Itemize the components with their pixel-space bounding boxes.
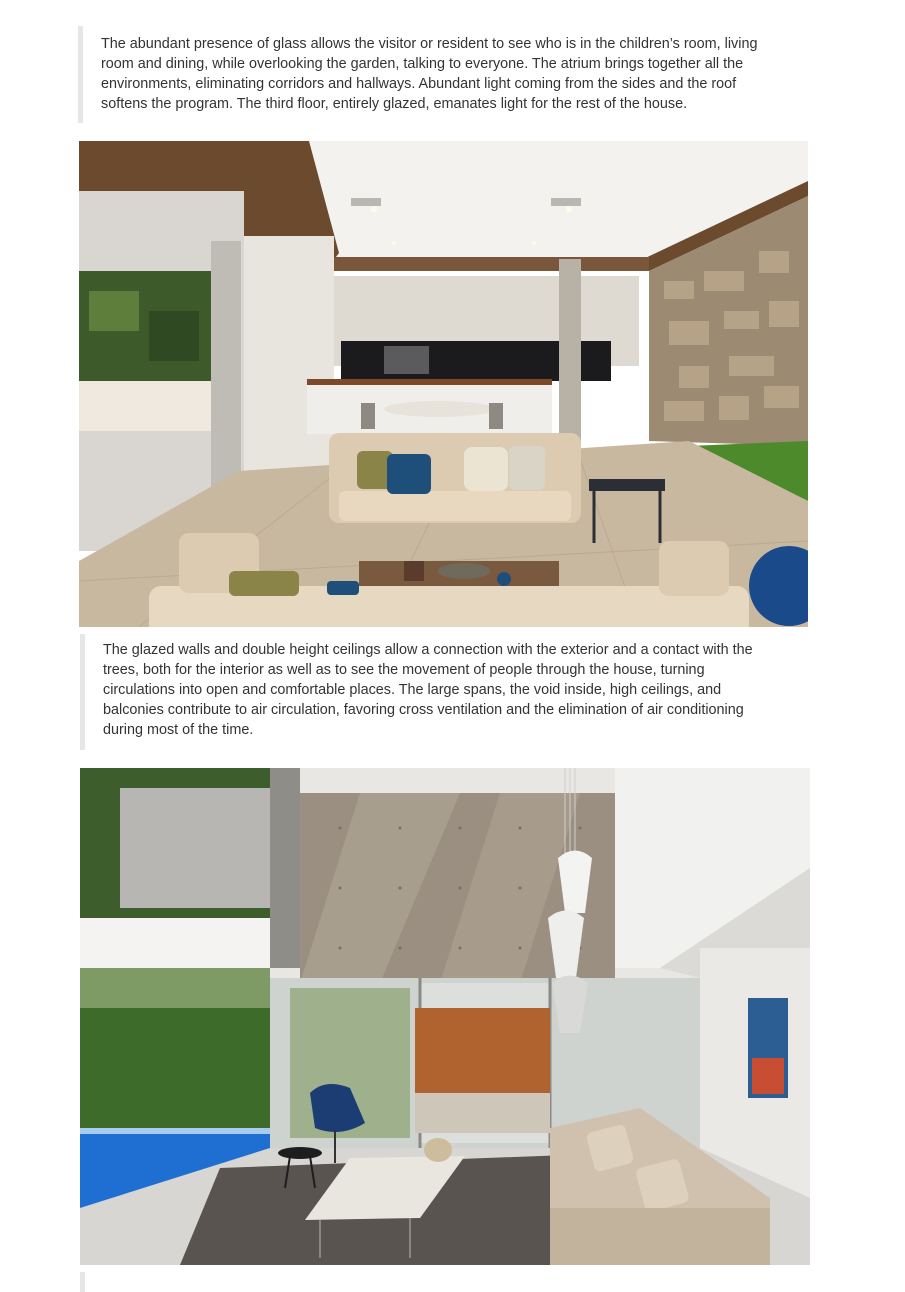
living-room-illustration xyxy=(79,141,808,627)
double-height-living-room-photo xyxy=(80,768,810,1265)
article-quote-3 xyxy=(80,1272,780,1292)
paragraph-2: The glazed walls and double height ceilings allow a connection with the exterior and a contact with the trees, both for the interior as well as to see the movement of people through the house, turning circulations into open and comfortable places. The large spans, the void inside, high ceilings, and balconies contribute to air circulation, favoring cross ventilation and the elimination of air conditioning during most of the time. xyxy=(103,642,753,738)
article-quote-1 xyxy=(78,26,778,123)
open-living-room-photo xyxy=(79,141,808,627)
double-height-illustration xyxy=(80,768,810,1265)
article-quote-2 xyxy=(80,634,780,750)
paragraph-1: The abundant presence of glass allows the visitor or resident to see who is in the children’s room, living room and dining, while overlooking the garden, talking to everyone. The atrium brings together all the environments, eliminating corridors and hallways. Abundant light coming from the sides and the roof softens the program. The third floor, entirely glazed, emanates light for the rest of the house. xyxy=(101,36,758,112)
